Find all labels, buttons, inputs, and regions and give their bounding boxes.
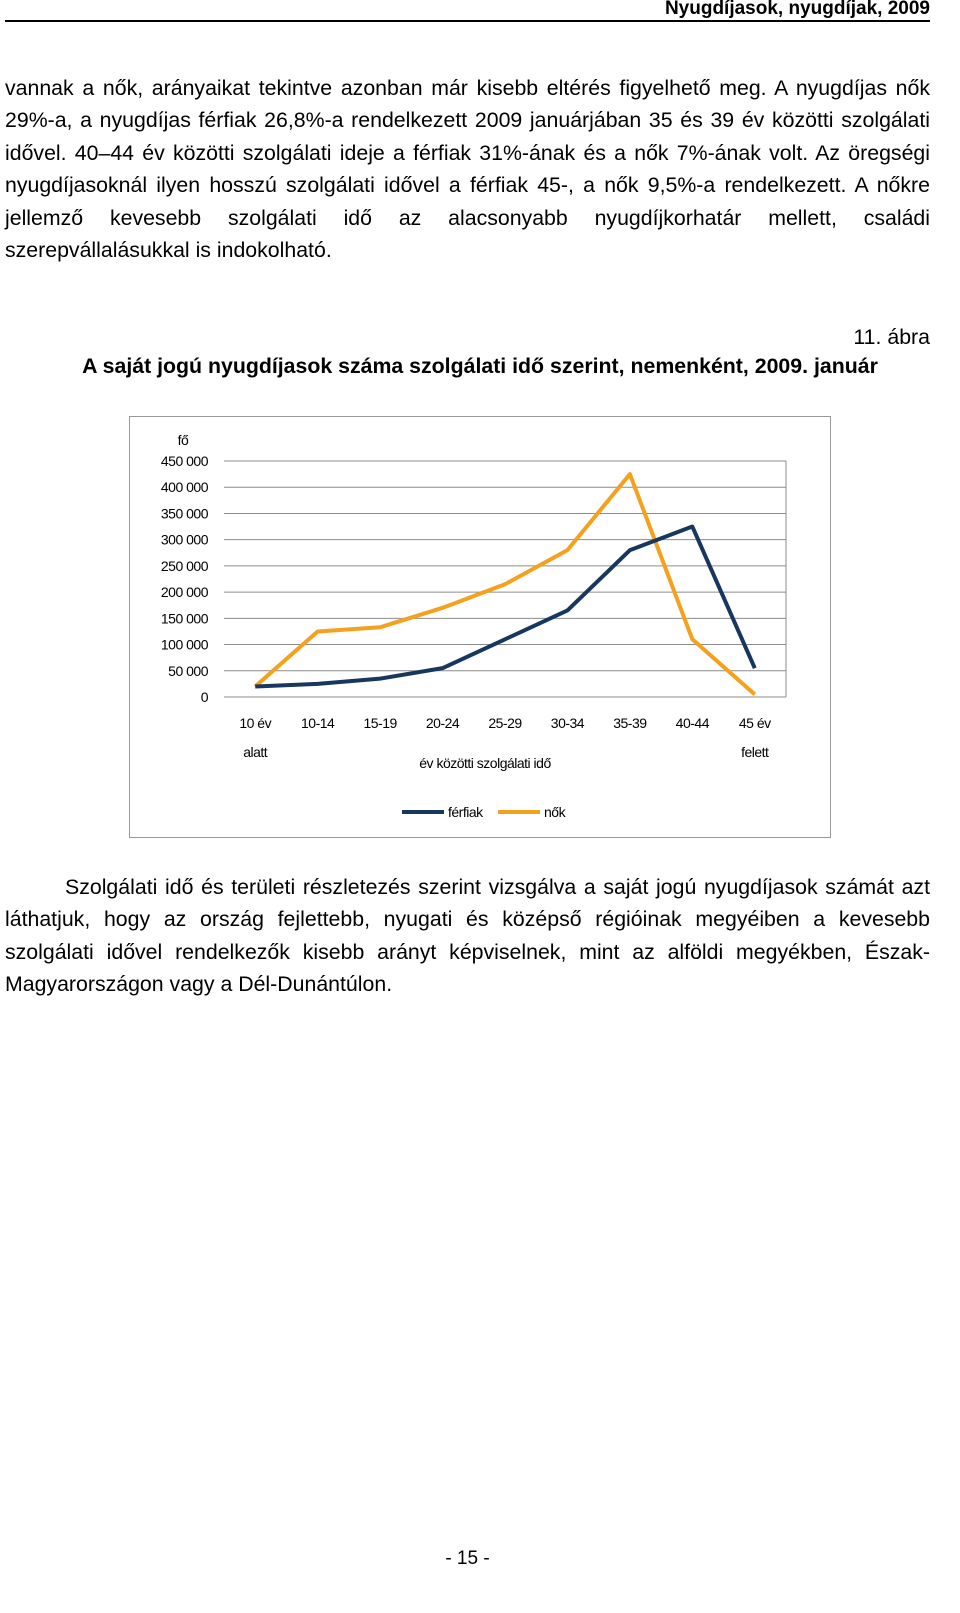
y-tick-label: 450 000	[160, 453, 208, 469]
line-chart	[130, 417, 830, 837]
y-tick-label: 50 000	[168, 662, 208, 679]
header-title: Nyugdíjasok, nyugdíjak, 2009	[664, 0, 930, 19]
x-tick-label-line2: felett	[741, 744, 769, 760]
x-tick-label: 20-24	[425, 715, 460, 731]
y-tick-label: 300 000	[160, 531, 208, 548]
legend-label: nők	[544, 804, 566, 820]
y-axis-label: fő	[177, 432, 189, 448]
paragraph-regional: Szolgálati idő és területi részletezés szerint vizsgálva a saját jogú nyugdíjasok számát azt láthatjuk, hogy az ország fejlettebb, nyugati és középső régióinak megyéiben a kevesebb szolgálati idővel rendelkezők kisebb arányt képviselnek, mint az alföldi megyékben, Észak-Magyarországon vagy a Dél-Dunántúlon.	[5, 875, 930, 997]
grid	[224, 461, 786, 697]
page-number: - 15 -	[445, 1548, 490, 1569]
x-tick-label: 35-39	[613, 715, 647, 731]
x-tick-label: 25-29	[488, 715, 522, 731]
y-tick-label: 350 000	[160, 505, 208, 522]
x-axis-label: év közötti szolgálati idő	[419, 755, 551, 771]
x-tick-label: 15-19	[363, 715, 397, 731]
x-tick-label: 40-44	[675, 715, 709, 731]
paragraph-intro: vannak a nők, arányaikat tekintve azonban már kisebb eltérés figyelhető meg. A nyugdíjas nők 29%-a, a nyugdíjas férfiak 26,8%-a rendelkezett 2009 januárjában 35 és 39 év közötti szolgálati idővel. 40–44 év közötti szolgálati ideje a férfiak 31%-ának és a nők 7%-ának volt. Az öregségi nyugdíjasoknál ilyen hosszú szolgálati idővel a férfiak 45-, a nők 9,5%-a rendelkezett. A nőkre jellemző kevesebb szolgálati idő az alacsonyabb nyugdíjkorhatár mellett, családi szerepvállalásukkal is indokolható.	[5, 76, 930, 263]
y-tick-labels	[161, 453, 209, 705]
chart-title: A saját jogú nyugdíjasok száma szolgálati idő szerint, nemenként, 2009. január	[82, 354, 878, 378]
legend	[402, 804, 567, 820]
x-tick-label-line2: alatt	[243, 744, 268, 760]
x-tick-label: 30-34	[550, 715, 585, 731]
series-lines	[255, 474, 755, 694]
x-tick-label: 10-14	[301, 715, 335, 731]
legend-label: férfiak	[448, 804, 483, 820]
page-header	[5, 0, 930, 22]
y-tick-label: 0	[200, 689, 208, 705]
y-tick-label: 200 000	[160, 584, 208, 601]
y-tick-label: 400 000	[160, 479, 208, 496]
figure-number: 11. ábra	[853, 325, 930, 349]
y-tick-label: 250 000	[160, 557, 208, 574]
x-tick-label: 10 év	[239, 715, 272, 731]
chart-frame	[129, 416, 831, 838]
x-tick-label: 45 év	[738, 715, 771, 731]
y-tick-label: 150 000	[160, 610, 208, 627]
x-tick-labels	[239, 715, 771, 760]
y-tick-label: 100 000	[160, 636, 208, 653]
series-line-nők	[255, 474, 755, 694]
